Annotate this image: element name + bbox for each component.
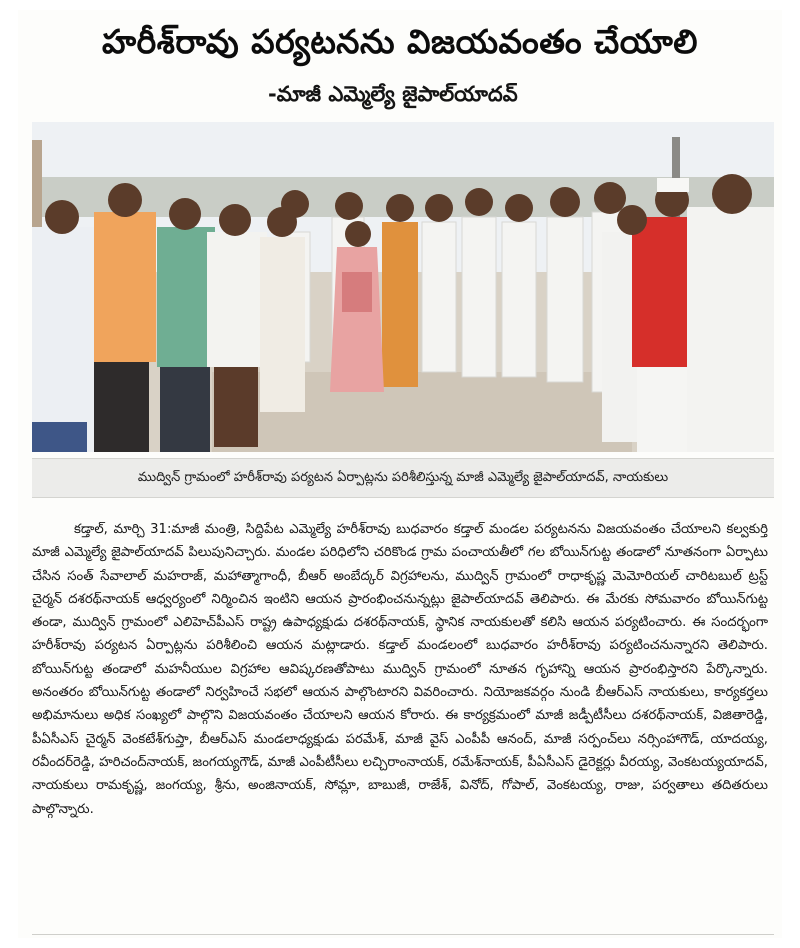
bottom-divider bbox=[32, 934, 774, 935]
newspaper-clipping bbox=[18, 10, 782, 938]
article-body: కడ్తాల్, మార్చి 31:మాజీ మంత్రి, సిద్దిపేట ఎమ్మెల్యే హరీశ్‌రావు బుధవారం కడ్తాల్ మండల పర్యటనను విజయవంతం చేయాలని కల్వకుర్తి మాజీ ఎమ్మెల్యే జైపాల్‌యాదవ్ పిలుపునిచ్చారు. మండల పరిధిలోని చరికొండ గ్రామ పంచాయతీలో గల బోయిన్‌గుట్ట తండాలో నూతనంగా ఏర్పాటు చేసిన సంత్ సేవాలాల్ మహరాజ్, మహాత్మాగాంధీ, బీఆర్ అంబేద్కర్ విగ్రహాలను, ముద్విన్ గ్రామంలో రాధాకృష్ణ మెమోరియల్ చారిటబుల్ ట్రస్ట్ చైర్మన్ దశరథ్‌నాయక్ ఆధ్వర్యంలో నిర్మించిన ఇంటిని ఆయన ప్రారంభించనున్నట్లు జైపాల్‌యాదవ్ తెలిపారు. ఈ మేరకు సోమవారం బోయిన్‌గుట్ట తండా, ముద్విన్ గ్రామంలో ఎలిహెచ్‌పీఎస్ రాష్ట్ర ఉపాధ్యక్షుడు దశరథ్‌నాయక్, స్థానిక నాయకులతో కలిసి ఆయన పర్యటించారు. ఈ సందర్భంగా హరీశ్‌రావు పర్యటన ఏర్పాట్లను పరిశీలించి ఆయన మట్లాడారు. కడ్తాల్ మండలంలో బుధవారం హరీశ్‌రావు పర్యటించనున్నారని తెలిపారు. బోయిన్‌గుట్ట తండాలో మహనీయుల విగ్రహాల ఆవిష్కరణతోపాటు ముద్విన్ గ్రామంలో నూతన గృహాన్ని ఆయన ప్రారంభిస్తారని పేర్కొన్నారు. అనంతరం బోయిన్‌గుట్ట తండాలో నిర్వహించే సభలో ఆయన పాల్గొంటారని వివరించారు. నియోజకవర్గం నుండి బీఆర్ఎస్ నాయకులు, కార్యకర్తలు అభిమానులు అధిక సంఖ్యలో పాల్గొని విజయవంతం చేయాలని ఆయన కోరారు. ఈ కార్యక్రమంలో మాజీ జడ్పీటీసీలు దశరథ్‌నాయక్, విజితారెడ్డి, పీఏసీఎస్ చైర్మన్ వెంకటేశ్‌గుప్తా, బీఆర్ఎస్ మండలాధ్యక్షుడు పరమేశ్, మాజీ వైస్ ఎంపీపీ ఆనంద్, మాజీ సర్పంచ్‌లు నర్సింహాగౌడ్, యాదయ్య, రవీందర్‌రెడ్డి, హరిచంద్‌నాయక్, జంగయ్యగౌడ్, మాజీ ఎంపీటీసీలు లచ్చిరాంనాయక్, రమేశ్‌నాయక్, పీఏసీఎస్ డైరెక్టర్లు వీరయ్య, వెంకటయ్యయాదవ్, నాయకులు రామకృష్ణ, జంగయ్య, శ్రీను, అంజినాయక్, సోమ్లా, బాబుజీ, రాజేశ్, వినోద్, గోపాల్, వెంకటయ్య, రాజు, పర్వతాలు తదితరులు పాల్గొన్నారు. bbox=[32, 522, 768, 817]
news-photo bbox=[32, 122, 774, 452]
group-photo-illustration bbox=[32, 122, 774, 452]
article-headline: హరీశ్‌రావు పర్యటనను విజయవంతం చేయాలి bbox=[102, 22, 698, 61]
photo-caption: ముద్విన్ గ్రామంలో హరీశ్‌రావు పర్యటన ఏర్పాట్లను పరిశీలిస్తున్న మాజీ ఎమ్మెల్యే జైపాల్‌యాదవ్, నాయకులు bbox=[32, 458, 774, 498]
article-subheadline: -మాజీ ఎమ్మెల్యే జైపాల్‌యాదవ్ bbox=[268, 82, 518, 106]
